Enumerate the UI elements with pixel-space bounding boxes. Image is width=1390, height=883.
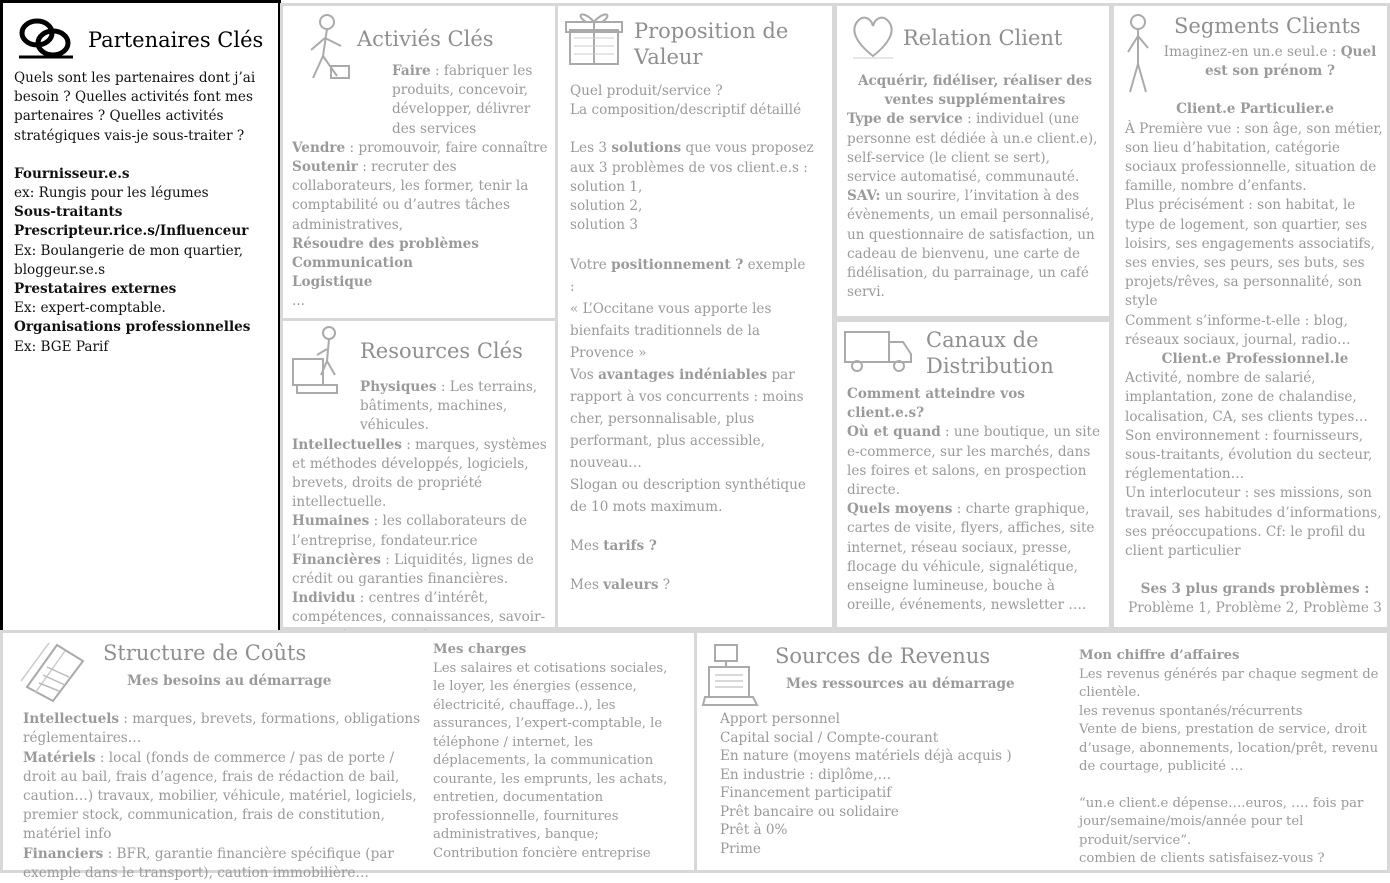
revenus-item: Prêt bancaire ou solidaire	[720, 803, 899, 820]
proposition-solutions-key: solutions	[611, 140, 682, 157]
cell-sources-revenus	[694, 630, 1390, 873]
canaux-title-line1: Canaux de	[926, 328, 1039, 352]
relation-title: Relation Client	[903, 26, 1063, 50]
couts-intellectuels-key: Intellectuels	[23, 711, 120, 728]
cell-partenaires-cles	[0, 0, 281, 633]
proposition-quote: « L’Occitane vous apporte les bienfaits traditionnels de la Provence »	[570, 301, 772, 362]
activites-line: Communication	[292, 255, 414, 272]
cell-relation-client	[834, 3, 1112, 319]
proposition-line: solution 3	[570, 217, 638, 234]
activites-soutenir-value: : recruter des collaborateurs, les former, tenir la comptabilité ou d’autres tâches administratives,	[292, 159, 529, 233]
ressources-intellectuelles-value: : marques, systèmes et méthodes développés, logiciels, brevets, droits de propriété intellectuelle.	[292, 436, 547, 511]
proposition-valeurs-key: valeurs	[603, 576, 659, 593]
revenus-item: En industrie : diplôme,…	[720, 766, 892, 783]
partenaires-line: Ex: BGE Parif	[14, 338, 109, 355]
segments-line: Activité, nombre de salarié, implantation, zone de chalandise, localisation, CA, ses clients types…	[1125, 370, 1368, 425]
segments-problemes-value: Problème 1, Problème 2, Problème 3	[1128, 600, 1382, 617]
proposition-avantages-pre: Vos	[570, 367, 599, 384]
activites-title: Activiés Clés	[357, 27, 494, 51]
revenus-item: Prime	[720, 840, 761, 857]
activites-line: Logistique	[292, 274, 373, 291]
couts-materiels-value: : local (fonds de commerce / pas de porte / droit au bail, frais d’agence, frais de rédaction de bail, caution…) travaux, mobilier, véhicule, matériel, logiciels, premier stock, communication, frais de constitution, matériel info	[23, 749, 417, 843]
canaux-moyens-value: : charte graphique, cartes de visite, flyers, affiches, site internet, réseau sociaux, presse, flocage du véhicule, signalétique, enseigne lumineuse, bouche à oreille, événements, newsletter ….	[847, 501, 1095, 614]
segments-line: Comment s’informe-t-elle : blog, réseaux sociaux, journal, radio…	[1125, 312, 1351, 348]
partenaires-line: Ex: expert-comptable.	[14, 300, 166, 317]
proposition-avantages-key: avantages indéniables	[598, 367, 768, 384]
revenus-ca-line: Vente de biens, prestation de service, droit d’usage, abonnements, location/prêt, revenu de courtage, publicité …	[1079, 722, 1379, 774]
couts-title: Structure de Coûts	[103, 641, 307, 665]
revenus-item: Prêt à 0%	[720, 822, 788, 839]
partenaires-line: Fournisseur.e.s	[14, 165, 130, 182]
cell-segments-clients	[1111, 3, 1390, 630]
activites-soutenir-key: Soutenir	[292, 159, 358, 176]
canaux-title-line2: Distribution	[926, 354, 1054, 378]
proposition-valeurs-post: ?	[658, 576, 671, 593]
ressources-humaines-value: : les collaborateurs de l’entreprise, fondateur.rice	[292, 513, 528, 549]
canaux-ou-value: : une boutique, un site e-commerce, sur les marchés, dans les foires et salons, en prospection directe.	[847, 424, 1101, 499]
segments-particulier-title: Client.e Particulier.e	[1176, 101, 1334, 118]
activites-faire-value: : fabriquer les produits, concevoir, développer, délivrer des services	[392, 63, 533, 137]
revenus-ca-line: Les revenus générés par chaque segment de clientèle.	[1079, 666, 1379, 700]
segments-line: Un interlocuteur : ses missions, son travail, ses habitudes d’informations, ses préoccupations. Cf: le profil du client particulier	[1125, 485, 1382, 560]
cell-structure-couts	[0, 630, 697, 881]
couts-materiels-key: Matériels	[23, 749, 96, 766]
ressources-title: Resources Clés	[360, 339, 523, 363]
heart-icon	[849, 12, 897, 62]
canaux-ou-key: Où et quand	[847, 424, 941, 441]
proposition-title-line2: Valeur	[634, 45, 703, 69]
proposition-positionnement-pre: Votre	[570, 257, 612, 274]
relation-type-value: : individuel (une personne est dédiée à un.e client.e), self-service (le client se sert), service automatisé, communauté.	[847, 111, 1098, 186]
delivery-truck-icon	[841, 326, 915, 376]
couts-financiers-value: : BFR, garantie financière spécifique (par exemple dans le transport), caution immobilière…	[23, 845, 394, 881]
couts-intellectuels-value: : marques, brevets, formations, obligations réglementaires…	[23, 711, 421, 747]
couts-charges-title: Mes charges	[433, 642, 527, 657]
relation-sav-value: un sourire, l’invitation à des évènements, un email personnalisé, un questionnaire de satisfaction, un cadeau de bienvenu, une carte de fidélisation, du parrainage, un café servi.	[847, 188, 1095, 301]
relation-subtitle: Acquérir, fidéliser, réaliser des ventes supplémentaires	[857, 73, 1093, 109]
activites-vendre-value: : promouvoir, faire connaître	[345, 139, 548, 156]
revenus-ca-line: les revenus spontanés/récurrents	[1079, 703, 1303, 719]
partenaires-line: Ex: Boulangerie de mon quartier, bloggeur.se.s	[14, 242, 244, 278]
gift-box-icon	[564, 8, 630, 70]
partenaires-line: Prescripteur.rice.s/Influenceur	[14, 223, 249, 240]
proposition-slogan: Slogan ou description synthétique de 10 mots maximum.	[570, 477, 806, 516]
segments-line: À Première vue : son âge, son métier, son lieu d’habitation, catégorie sociaux professionnelle, situation de famille, nombre d’enfants.	[1125, 120, 1383, 195]
ressources-physiques-key: Physiques	[360, 379, 437, 395]
ressources-financieres-key: Financières	[292, 551, 381, 568]
partenaires-line: Organisations professionnelles	[14, 319, 251, 336]
relation-sav-key: SAV:	[847, 188, 881, 205]
proposition-line: Quel produit/service ?	[570, 83, 723, 99]
activites-line: ...	[292, 293, 305, 310]
proposition-tarifs-pre: Mes	[570, 538, 604, 555]
revenus-item: Capital social / Compte-courant	[720, 729, 939, 746]
chain-links-icon	[15, 13, 79, 63]
ressources-individu-value: : centres d’intérêt, compétences, connaissances, savoir-	[292, 590, 546, 626]
segments-line: Plus précisément : son habitat, le type de logement, son quartier, ses loisirs, ses engagements associatifs, ses envies, ses peurs, ses buts, ses projets/rêves, sa personnalité, son style	[1125, 197, 1375, 310]
ressources-humaines-key: Humaines	[292, 513, 370, 530]
couts-charges-value: Les salaires et cotisations sociales, le loyer, les énergies (essence, électricité, chauffage..), les assurances, l’expert-comptable, le téléphone / internet, les déplacements, la communication courante, les emprunts, les achats, entretien, documentation professionnelle, fournitures administratives, banque; Contribution foncière entreprise	[433, 660, 668, 861]
cell-ressources-cles	[280, 318, 558, 630]
proposition-line: La composition/descriptif détaillé	[570, 102, 802, 119]
revenus-ca-title: Mon chiffre d’affaires	[1079, 648, 1240, 663]
proposition-avantages-text: par rapport à vos concurrents : moins cher, personnalisable, plus performant, plus accessible, nouveau…	[570, 367, 804, 472]
revenus-subtitle: Mes ressources au démarrage	[786, 676, 1015, 692]
proposition-line: solution 2,	[570, 198, 643, 215]
cell-proposition-valeur	[555, 3, 835, 630]
couts-subtitle: Mes besoins au démarrage	[127, 673, 332, 689]
revenus-item: En nature (moyens matériels déjà acquis )	[720, 748, 1012, 765]
partenaires-title: Partenaires Clés	[88, 28, 264, 52]
proposition-solutions-text: que vous proposez aux 3 problèmes de vos client.e.s : solution 1,	[570, 140, 814, 195]
ressources-intellectuelles-key: Intellectuelles	[292, 436, 402, 453]
revenus-item: Financement participatif	[720, 785, 892, 802]
segments-line: Son environnement : fournisseurs, sous-traitants, évolution du secteur, réglementation…	[1125, 427, 1373, 483]
canaux-question: Comment atteindre vos client.e.s?	[847, 386, 1025, 422]
canaux-moyens-key: Quels moyens	[847, 501, 953, 518]
proposition-solutions-pre: Les 3	[570, 140, 612, 157]
ressources-individu-key: Individu	[292, 590, 356, 607]
revenus-ca-line: combien de clients satisfaisez-vous ?	[1079, 851, 1325, 866]
proposition-valeurs-pre: Mes	[570, 576, 604, 593]
segments-professionnel-title: Client.e Professionnel.le	[1161, 351, 1349, 368]
couts-financiers-key: Financiers	[23, 845, 104, 862]
ressources-financieres-value: : Liquidités, lignes de crédit ou garanties financières.	[292, 551, 534, 588]
segments-title: Segments Clients	[1174, 14, 1361, 38]
ressources-physiques-value: : Les terrains, bâtiments, machines, véhicules.	[360, 379, 538, 434]
proposition-positionnement-key: positionnement ?	[611, 257, 744, 274]
segments-subtitle-key: Quel est son prénom ?	[1205, 44, 1377, 80]
revenus-item: Apport personnel	[720, 711, 840, 728]
segments-problemes-title: Ses 3 plus grands problèmes :	[1140, 581, 1370, 598]
partenaires-line: ex: Rungis pour les légumes	[14, 185, 209, 202]
cell-canaux-distribution	[834, 319, 1112, 630]
proposition-title-line1: Proposition de	[634, 19, 789, 43]
partenaires-line: Sous-traitants	[14, 204, 123, 221]
revenus-list	[720, 710, 1050, 858]
segments-subtitle: Imaginez-en un.e seul.e :	[1163, 44, 1341, 60]
revenus-ca-line: “un.e client.e dépense….euros, …. fois par jour/semaine/mois/année pour tel produit/service”.	[1079, 795, 1364, 848]
partenaires-intro: Quels sont les partenaires dont j’ai besoin ? Quelles activités font mes partenaires ? Quelles activités stratégiques vais-je sous-traiter ?	[14, 70, 256, 144]
activites-faire-key: Faire	[392, 63, 431, 79]
partenaires-line: Prestataires externes	[14, 281, 177, 298]
proposition-positionnement-text: exemple :	[570, 257, 806, 296]
activites-vendre-key: Vendre	[292, 139, 346, 156]
revenus-title: Sources de Revenus	[775, 644, 991, 668]
cell-activites-cles	[280, 3, 558, 321]
relation-type-key: Type de service	[847, 111, 963, 128]
proposition-tarifs-key: tarifs ?	[603, 538, 657, 555]
activites-line: Résoudre des problèmes	[292, 235, 479, 252]
